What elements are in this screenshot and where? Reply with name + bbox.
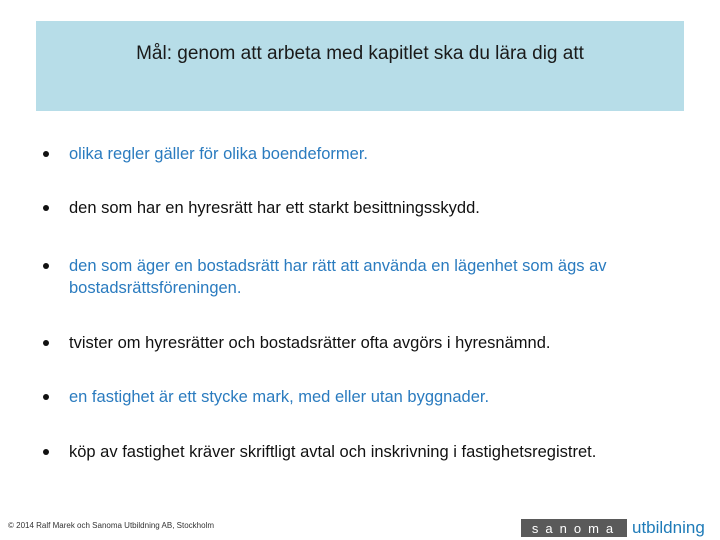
bullet-dot-icon	[43, 449, 49, 455]
slide-title: Mål: genom att arbeta med kapitlet ska du lära dig att	[136, 43, 584, 64]
bullet-item-4	[43, 332, 693, 354]
bullet-text: köp av fastighet kräver skriftligt avtal och inskrivning i fastighetsregistret.	[69, 443, 597, 461]
bullet-dot-icon	[43, 340, 49, 346]
bullet-dot-icon	[43, 205, 49, 211]
bullet-item-5	[43, 386, 693, 408]
bullet-text: tvister om hyresrätter och bostadsrätter ofta avgörs i hyresnämnd.	[69, 334, 551, 352]
sanoma-logo	[521, 518, 705, 538]
logo-main: sanoma	[521, 519, 627, 537]
bullet-text: den som har en hyresrätt har ett starkt besittningsskydd.	[69, 199, 480, 217]
bullet-dot-icon	[43, 394, 49, 400]
copyright-text: © 2014 Ralf Marek och Sanoma Utbildning AB, Stockholm	[8, 521, 214, 530]
logo-sub: utbildning	[632, 518, 705, 537]
bullet-text: olika regler gäller för olika boendeformer.	[69, 145, 368, 163]
bullet-item-6	[43, 441, 693, 463]
bullet-item-3	[43, 255, 693, 299]
bullet-text: den som äger en bostadsrätt har rätt att använda en lägenhet som ägs av bostadsrättsföreningen.	[69, 257, 607, 297]
bullet-text: en fastighet är ett stycke mark, med eller utan byggnader.	[69, 388, 490, 406]
bullet-item-1	[43, 143, 693, 165]
bullet-dot-icon	[43, 151, 49, 157]
bullet-item-2	[43, 197, 693, 219]
bullet-dot-icon	[43, 263, 49, 269]
